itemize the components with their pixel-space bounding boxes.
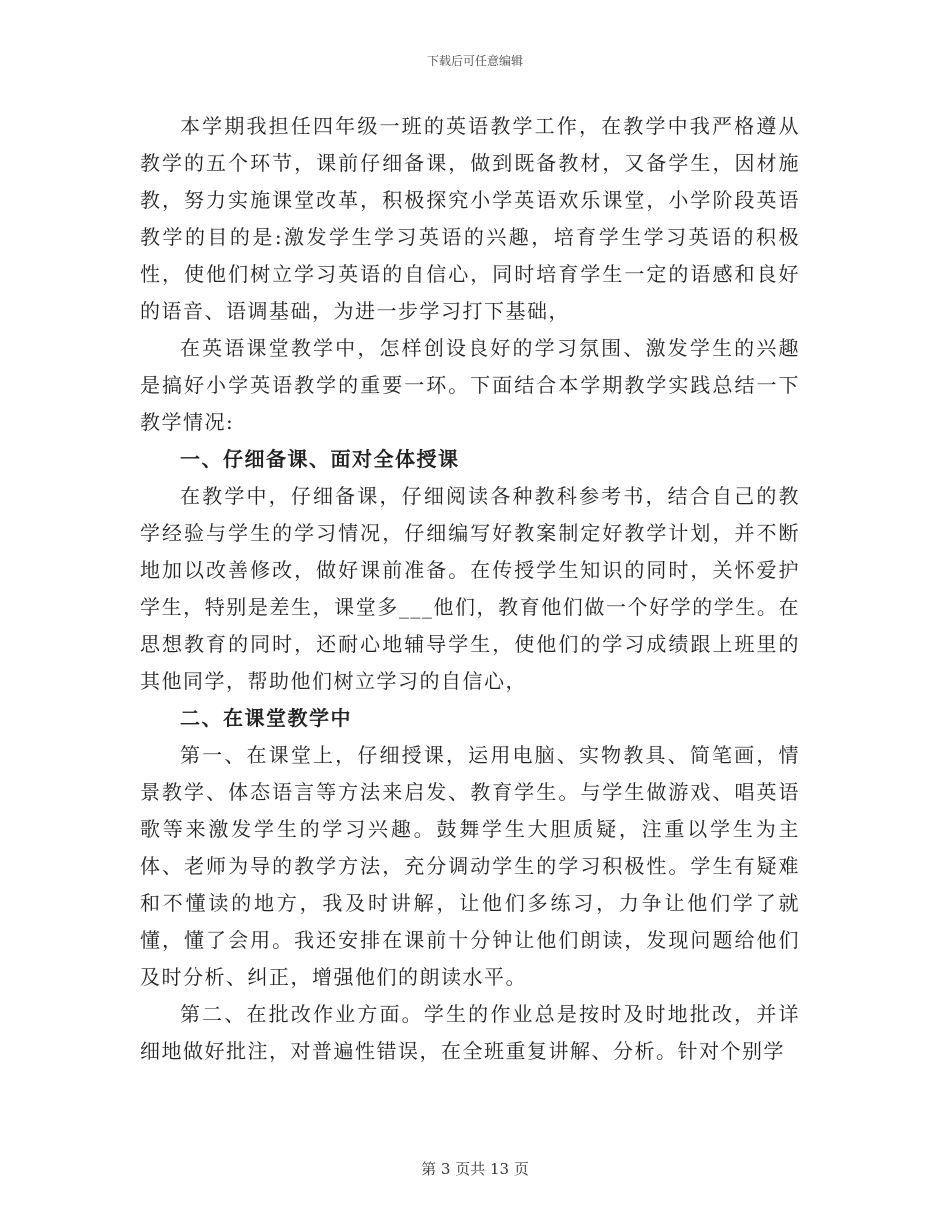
paragraph-preparation: 在教学中，仔细备课，仔细阅读各种教科参考书，结合自己的教学经验与学生的学习情况，仔细编写好教案制定好教学计划，并不断地加以改善修改，做好课前准备。在传授学生知识的同时，关怀爱护学生，特别是差生，课堂多___他们，教育他们做一个好学的学生。在思想教育的同时，还耐心地辅导学生，使他们的学习成绩跟上班里的其他同学，帮助他们树立学习的自信心， [140,484,800,693]
paragraph-intro: 本学期我担任四年级一班的英语教学工作，在教学中我严格遵从教学的五个环节，课前仔细备课，做到既备教材，又备学生，因材施教，努力实施课堂改革，积极探究小学英语欢乐课堂，小学阶段英语教学的目的是:激发学生学习英语的兴趣，培育学生学习英语的积极性，使他们树立学习英语的自信心，同时培育学生一定的语感和良好的语音、语调基础，为进一步学习打下基础， [140,114,800,323]
section-heading-2: 二、在课堂教学中 [180,706,352,730]
section-heading-1: 一、仔细备课、面对全体授课 [180,447,460,471]
document-body [140,108,800,1070]
paragraph-homework: 第二、在批改作业方面。学生的作业总是按时及时地批改，并详细地做好批注，对普遍性错误，在全班重复讲解、分析。针对个别学 [140,1002,800,1063]
paragraph-atmosphere: 在英语课堂教学中，怎样创设良好的学习氛围、激发学生的兴趣是搞好小学英语教学的重要一环。下面结合本学期教学实践总结一下教学情况: [140,336,800,434]
paragraph-classroom: 第一、在课堂上，仔细授课，运用电脑、实物教具、简笔画，情景教学、体态语言等方法来启发、教育学生。与学生做游戏、唱英语歌等来激发学生的学习兴趣。鼓舞学生大胆质疑，注重以学生为主体、老师为导的教学方法，充分调动学生的学习积极性。学生有疑难和不懂读的地方，我及时讲解，让他们多练习，力争让他们学了就懂，懂了会用。我还安排在课前十分钟让他们朗读，发现问题给他们及时分析、纠正，增强他们的朗读水平。 [140,743,800,989]
page-footer: 第 3 页共 13 页 [421,1160,529,1178]
page-header: 下载后可任意编辑 [426,54,523,68]
